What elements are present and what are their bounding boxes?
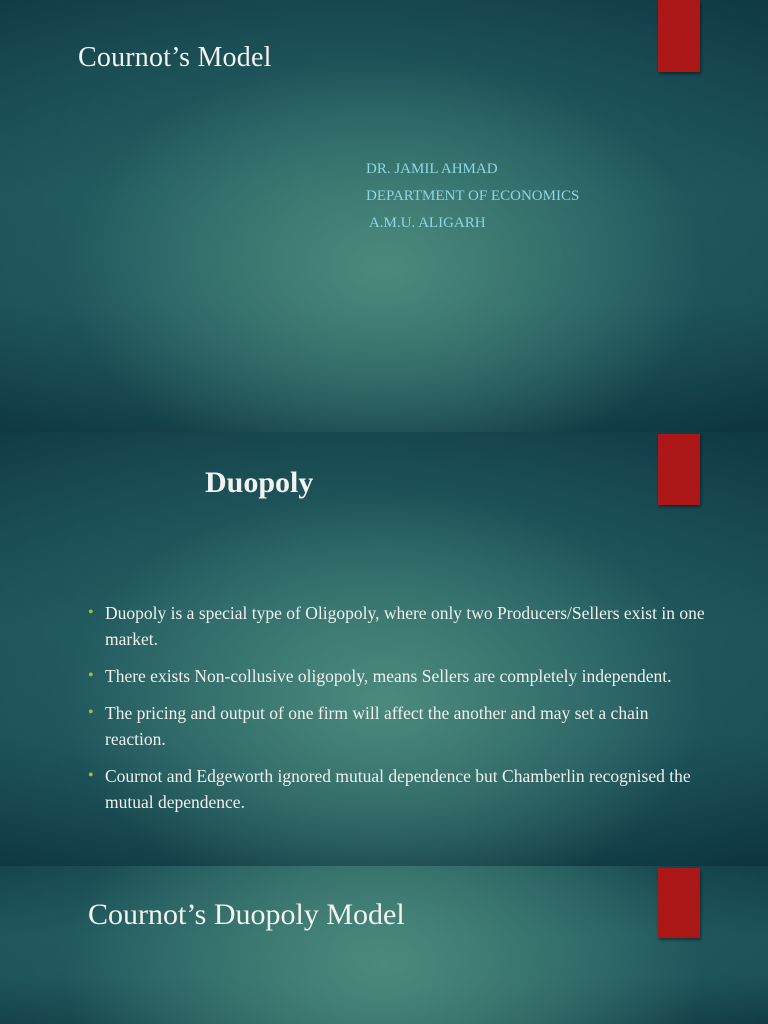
- bullet-text: Cournot and Edgeworth ignored mutual dependence but Chamberlin recognised the mutual dependence.: [105, 766, 691, 812]
- accent-bar: [658, 0, 700, 72]
- author-institution: A.M.U. ALIGARH: [366, 215, 486, 231]
- slide-cournot-duopoly-heading: Cournot’s Duopoly Model: [88, 898, 405, 931]
- list-item: [88, 663, 708, 689]
- slide-title-heading: Cournot’s Model: [78, 42, 272, 73]
- slide-title: [0, 0, 768, 432]
- bullet-text: Duopoly is a special type of Oligopoly, where only two Producers/Sellers exist in one market.: [105, 603, 705, 649]
- bullet-icon: •: [88, 667, 94, 684]
- bullet-list: [88, 600, 708, 826]
- slide-duopoly: [0, 432, 768, 866]
- bullet-icon: •: [88, 604, 94, 621]
- list-item: [88, 700, 708, 752]
- bullet-text: There exists Non-collusive oligopoly, means Sellers are completely independent.: [105, 666, 672, 686]
- accent-bar: [658, 868, 700, 938]
- list-item: [88, 763, 708, 815]
- bullet-icon: •: [88, 767, 94, 784]
- author-block: [366, 156, 579, 237]
- author-name: DR. JAMIL AHMAD: [366, 161, 498, 177]
- slide-cournot-duopoly: [0, 866, 768, 1024]
- slide-duopoly-heading: Duopoly: [205, 466, 314, 499]
- list-item: [88, 600, 708, 652]
- bullet-icon: •: [88, 704, 94, 721]
- author-department: DEPARTMENT OF ECONOMICS: [366, 188, 580, 204]
- bullet-text: The pricing and output of one firm will affect the another and may set a chain reaction.: [105, 703, 649, 749]
- accent-bar: [658, 434, 700, 505]
